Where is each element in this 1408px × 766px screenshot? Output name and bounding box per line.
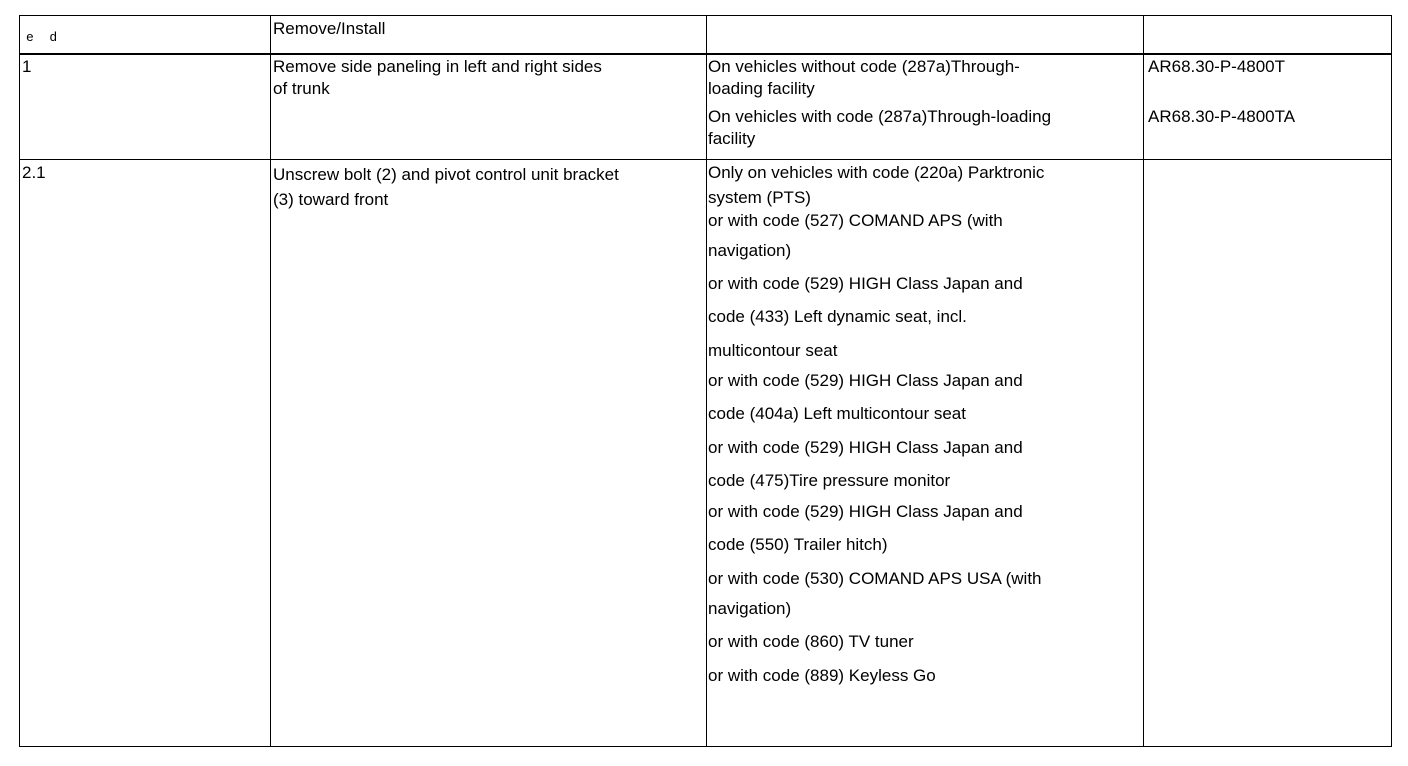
condition-line: navigation)	[708, 599, 792, 618]
header-divider	[20, 53, 1391, 55]
condition-line: multicontour seat	[708, 341, 838, 360]
condition-line: code (433) Left dynamic seat, incl.	[708, 307, 967, 326]
step-number: 1	[22, 57, 32, 76]
action-line: of trunk	[273, 79, 330, 98]
condition-line: or with code (529) HIGH Class Japan and	[708, 502, 1023, 521]
condition-line: or with code (529) HIGH Class Japan and	[708, 438, 1023, 457]
header-step-label: e d	[26, 30, 58, 45]
condition-line: system (PTS)	[708, 188, 811, 207]
condition-line: or with code (527) COMAND APS (with	[708, 211, 1003, 230]
condition-line: On vehicles with code (287a)Through-loading	[708, 107, 1052, 126]
condition-line: loading facility	[708, 79, 815, 98]
condition-line: code (475)Tire pressure monitor	[708, 471, 951, 490]
column-divider	[270, 16, 271, 746]
condition-line: navigation)	[708, 241, 792, 260]
reference-link[interactable]: AR68.30-P-4800TA	[1148, 107, 1296, 126]
column-divider	[706, 16, 707, 746]
column-divider	[1143, 16, 1144, 746]
condition-line: or with code (860) TV tuner	[708, 632, 914, 651]
condition-list	[708, 16, 1138, 746]
condition-line: Only on vehicles with code (220a) Parktronic	[708, 163, 1045, 182]
work-step-table	[19, 15, 1392, 747]
condition-line: facility	[708, 129, 756, 148]
step-number: 2.1	[22, 163, 46, 182]
condition-line: On vehicles without code (287a)Through-	[708, 57, 1020, 76]
step-action	[273, 162, 619, 212]
action-line: (3) toward front	[273, 190, 389, 209]
action-line: Remove side paneling in left and right sides	[273, 57, 602, 76]
step-action	[273, 56, 602, 100]
condition-line: or with code (889) Keyless Go	[708, 666, 936, 685]
condition-line: or with code (530) COMAND APS USA (with	[708, 569, 1042, 588]
condition-line: code (404a) Left multicontour seat	[708, 404, 966, 423]
reference-link[interactable]: AR68.30-P-4800T	[1148, 57, 1286, 76]
header-action-label: Remove/Install	[273, 19, 386, 38]
condition-line: code (550) Trailer hitch)	[708, 535, 888, 554]
condition-line: or with code (529) HIGH Class Japan and	[708, 371, 1023, 390]
condition-line: or with code (529) HIGH Class Japan and	[708, 274, 1023, 293]
action-line: Unscrew bolt (2) and pivot control unit bracket	[273, 165, 619, 184]
row-divider	[20, 159, 1391, 160]
